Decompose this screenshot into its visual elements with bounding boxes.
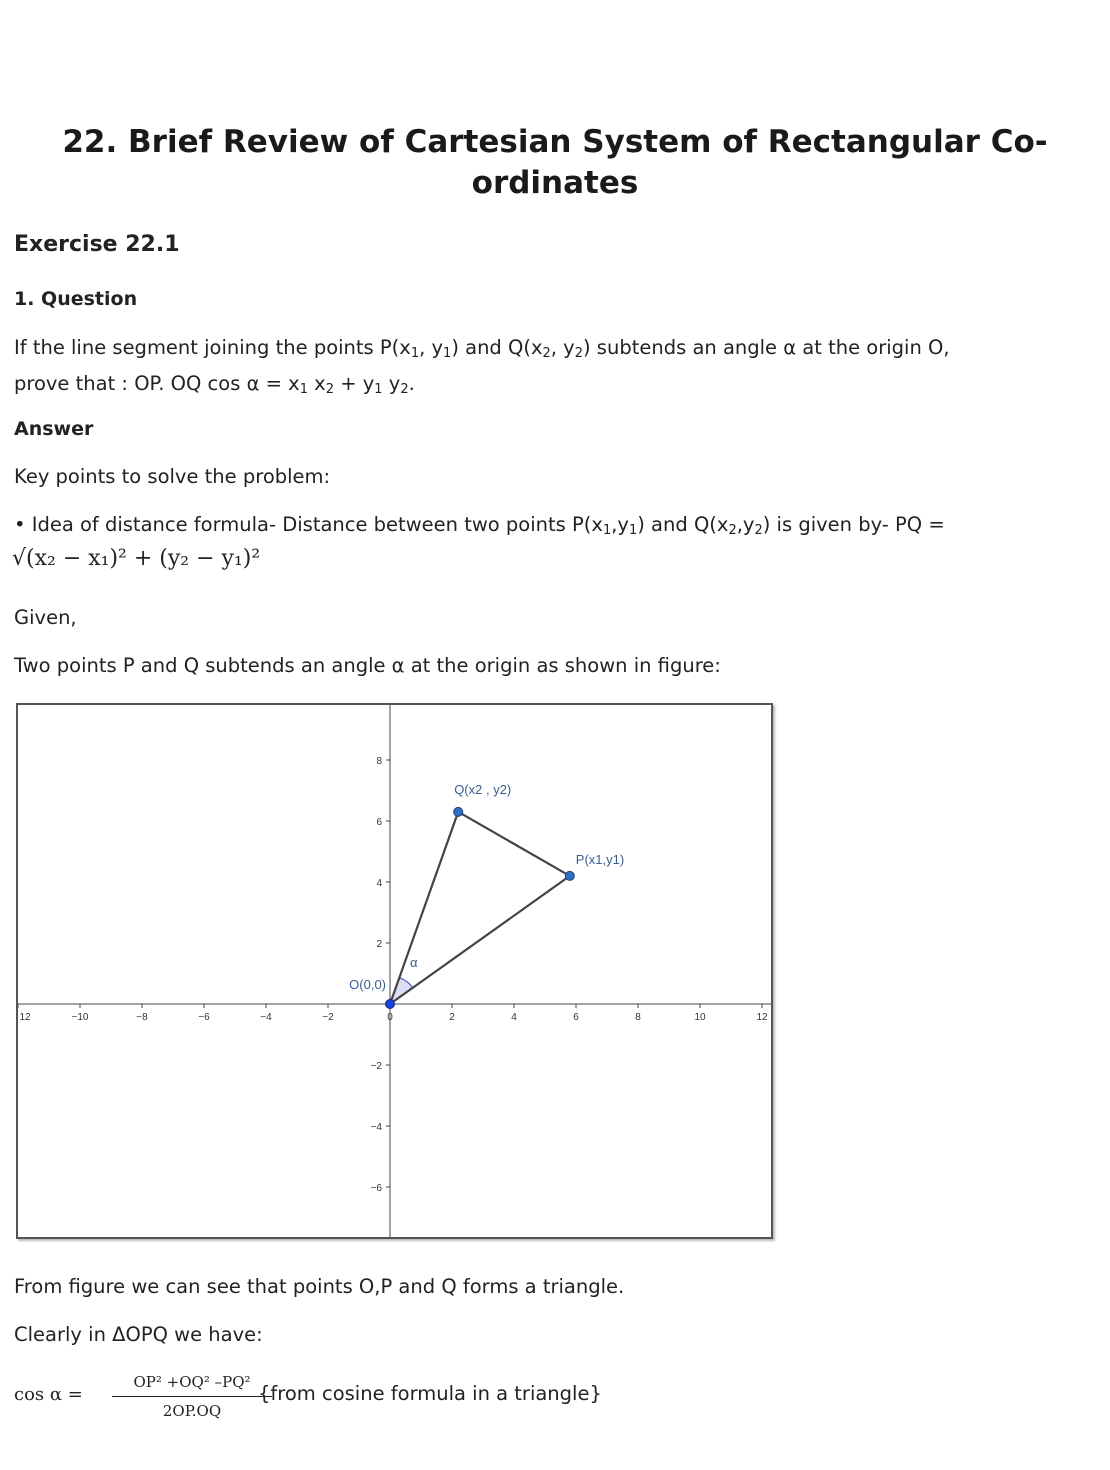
cosine-note: {from cosine formula in a triangle} [258,1382,602,1405]
key-points-text: Key points to solve the problem: [14,465,331,488]
bullet-distance-formula: • Idea of distance formula- Distance between two points $P(x_1,y_1)$ and $Q(x_2,y_2)$ is given by- PQ = [14,513,945,538]
cosine-fraction [112,1368,272,1423]
answer-heading: Answer [14,418,94,440]
question-heading: 1. Question [14,288,138,310]
x-tick-label: 12 [756,1012,768,1023]
triangle-observation: From figure we can see that points O,P and Q forms a triangle. [14,1275,625,1298]
x-tick-label: 6 [573,1012,579,1023]
coordinate-figure [16,703,773,1239]
y-tick-label: −4 [370,1122,382,1133]
x-tick-label: −2 [322,1012,334,1023]
distance-formula: √(x₂ − x₁)² + (y₂ − y₁)² [12,546,261,571]
x-tick-label: 12 [19,1012,31,1023]
y-tick-label: 4 [376,878,382,889]
label-alpha: α [410,955,418,970]
x-tick-label: −10 [71,1012,89,1023]
x-tick-label: 8 [635,1012,641,1023]
figure-intro-text: Two points P and Q subtends an angle α at the origin as shown in figure: [14,654,721,677]
x-tick-label: −8 [136,1012,148,1023]
cos-lhs: cos α = [14,1384,83,1405]
point-O [386,1000,395,1009]
y-tick-label: −2 [370,1061,382,1072]
exercise-heading: Exercise 22.1 [14,232,180,257]
given-text: Given, [14,606,77,629]
fraction-denominator: 2OP.OQ [162,1402,222,1420]
coordinate-plot [18,705,771,1237]
x-tick-label: 10 [694,1012,706,1023]
x-tick-label: −6 [198,1012,210,1023]
question-text [14,333,950,405]
question-line-1: If the line segment joining the points $P(x_1$, $y_1$) and $Q(x_2$, $y_2$) subtends an angle α at the origin O, [14,336,950,361]
segment-PQ [458,812,570,876]
question-line-2: prove that : OP. OQ $\cos \alpha = x_1$ $x_2 + y_1$ $y_2$. [14,372,415,397]
x-tick-label: 2 [449,1012,455,1023]
y-tick-label: 8 [376,756,382,767]
label-Q: Q(x2 , y2) [454,781,512,797]
x-tick-label: −4 [260,1012,272,1023]
y-tick-label: −6 [370,1183,382,1194]
triangle-statement: Clearly in ΔOPQ we have: [14,1323,263,1346]
segment-OQ [390,812,458,1004]
fraction-numerator: OP² +OQ² –PQ² [133,1373,251,1391]
segment-OP [390,876,570,1004]
point-Q [454,807,463,816]
page-title: 22. Brief Review of Cartesian System of Rectangular Co-ordinates [62,124,1048,201]
x-tick-label: 4 [511,1012,517,1023]
y-tick-label: 2 [376,939,382,950]
label-P: P(x1,y1) [575,851,625,867]
y-tick-label: 6 [376,817,382,828]
point-P [565,871,574,880]
x-tick-label: 0 [387,1012,393,1023]
label-origin: O(0,0) [349,977,386,992]
